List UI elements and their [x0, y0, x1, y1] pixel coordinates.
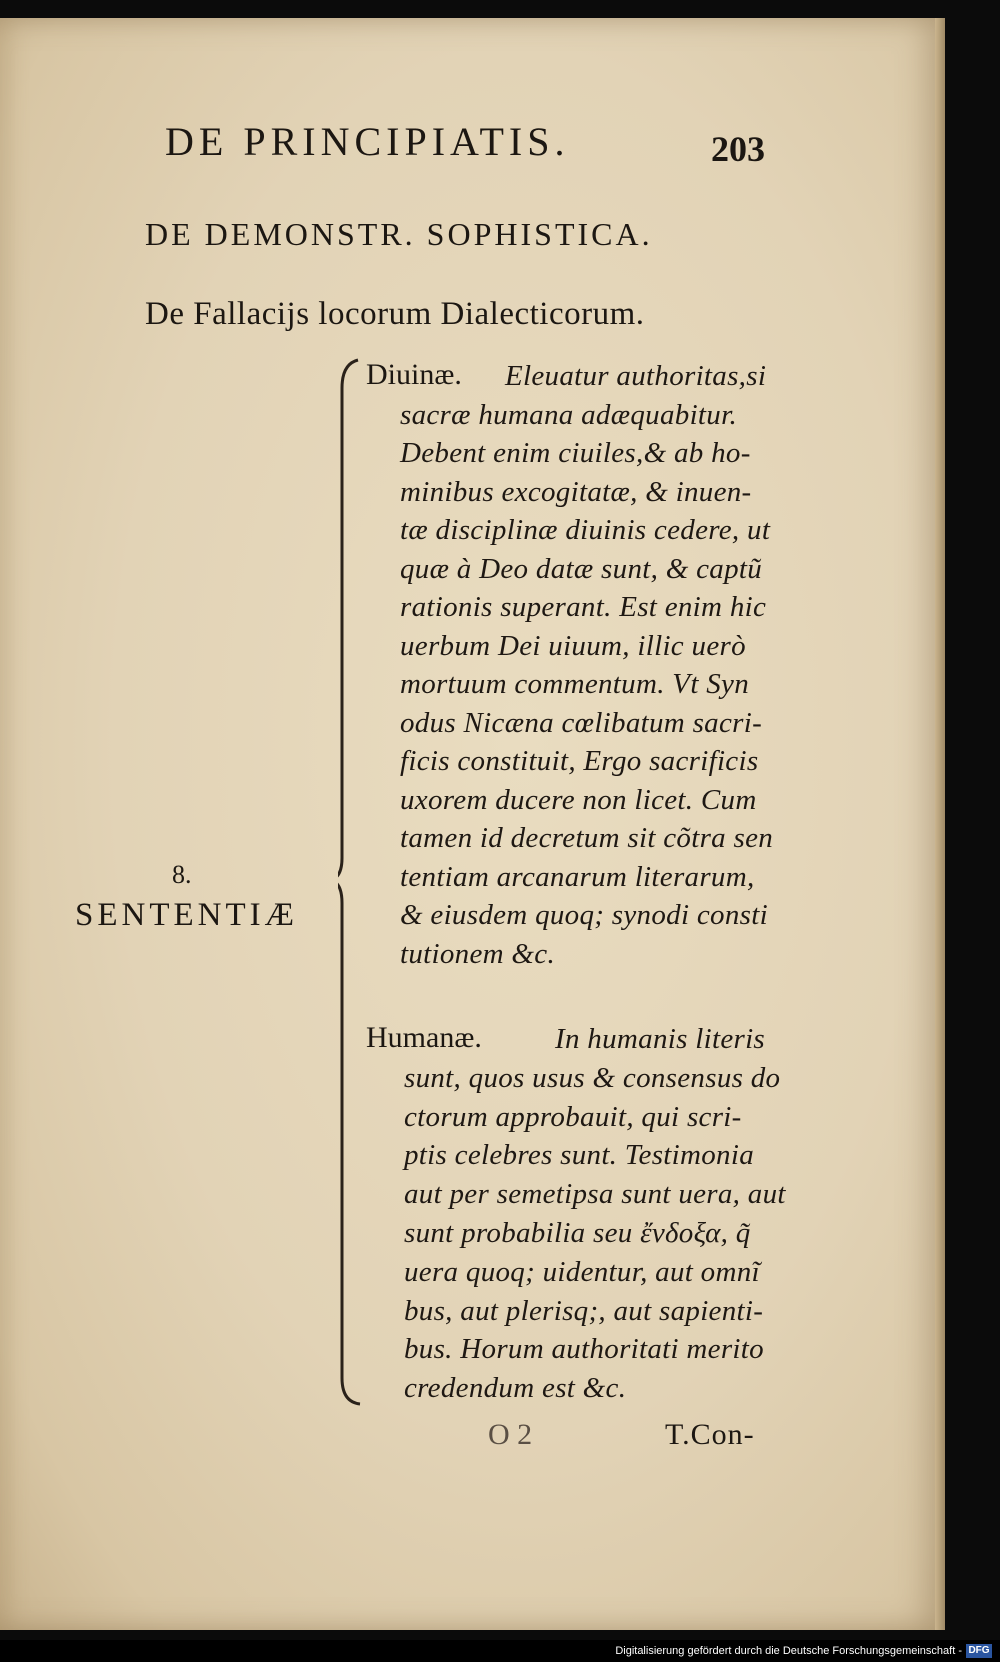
margin-number: 8.: [172, 860, 192, 889]
text-line: sunt, quos usus & consensus do: [404, 1061, 781, 1094]
text-line: uera quoq; uidentur, aut omnĩ: [404, 1255, 760, 1288]
curly-brace: [338, 358, 378, 1408]
dfg-logo-icon: DFG: [966, 1644, 992, 1658]
running-head: DE PRINCIPIATIS.: [165, 119, 570, 164]
text-line: tæ disciplinæ diuinis cedere, ut: [400, 514, 771, 546]
text-line: tentiam arcanarum literarum,: [400, 860, 755, 893]
text-line: odus Nicæna cœlibatum sacri-: [400, 706, 763, 739]
text-line: In humanis literis: [555, 1023, 766, 1055]
text-line: & eiusdem quoq; synodi consti: [400, 899, 768, 931]
text-line: uerbum Dei uiuum, illic uerò: [400, 629, 746, 662]
text-line: uxorem ducere non licet. Cum: [400, 783, 757, 816]
text-line: Eleuatur authoritas,si: [505, 360, 767, 392]
text-line: aut per semetipsa sunt uera, aut: [404, 1178, 786, 1211]
divinae-heading: Diuinæ.: [366, 358, 462, 391]
text-line: Debent enim ciuiles,& ab ho-: [400, 437, 751, 469]
book-page: [0, 18, 945, 1630]
text-line: ctorum approbauit, qui scri-: [404, 1100, 742, 1133]
text-line: credendum est &c.: [404, 1372, 627, 1405]
footer-credit: Digitalisierung gefördert durch die Deutsche Forschungsgemeinschaft -: [615, 1645, 962, 1657]
page-edge: [935, 18, 945, 1630]
text-line: mortuum commentum. Vt Syn: [400, 668, 750, 700]
text-line: quæ à Deo datæ sunt, & captũ: [400, 552, 763, 585]
text-line: sacræ humana adæquabitur.: [400, 398, 738, 431]
text-line: ptis celebres sunt. Testimonia: [404, 1139, 755, 1172]
signature-mark: O 2: [488, 1418, 533, 1451]
text-line: bus. Horum authoritati merito: [404, 1333, 764, 1366]
humanae-heading: Humanæ.: [366, 1021, 482, 1054]
text-line: tutionem &c.: [400, 937, 556, 970]
margin-label: SENTENTIÆ: [75, 897, 298, 933]
text-line: rationis superant. Est enim hic: [400, 591, 767, 623]
page-number: 203: [711, 129, 765, 169]
text-line: tamen id decretum sit cõtra sen: [400, 822, 774, 854]
text-line: sunt probabilia seu ἔνδοξα, q̃: [404, 1217, 751, 1249]
catchword: T.Con-: [665, 1418, 755, 1451]
text-line: minibus excogitatæ, & inuen-: [400, 475, 752, 508]
subheading: DE DEMONSTR. SOPHISTICA.: [145, 216, 653, 252]
section-title: De Fallacijs locorum Dialecticorum.: [145, 296, 645, 332]
text-line: bus, aut plerisq;, aut sapienti-: [404, 1294, 764, 1327]
text-line: ficis constituit, Ergo sacrificis: [400, 745, 759, 777]
